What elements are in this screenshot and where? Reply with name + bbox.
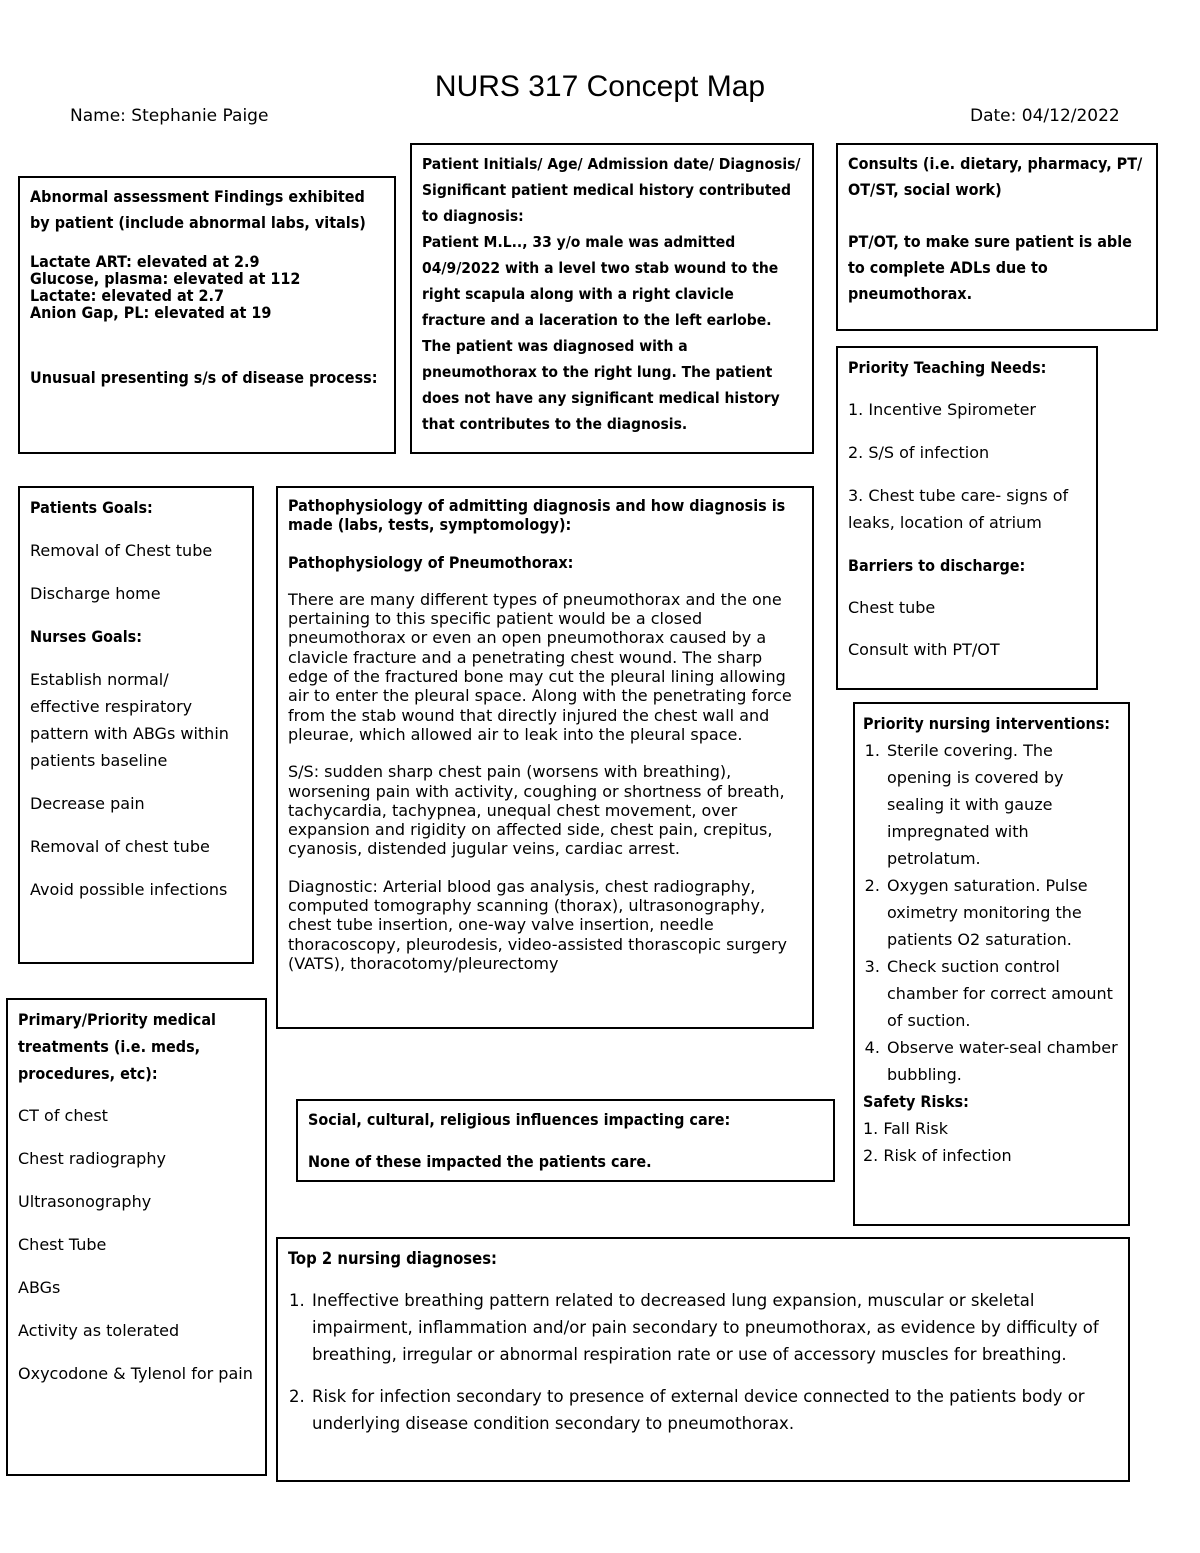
social-heading: Social, cultural, religious influences impacting care:: [308, 1110, 731, 1129]
patient-info-box: [410, 143, 814, 454]
treatment-item: CT of chest: [18, 1106, 108, 1125]
interventions-list: [863, 737, 1118, 1088]
treatment-item: Chest radiography: [18, 1149, 166, 1168]
diagnosis-item: 1. Ineffective breathing pattern related to decreased lung expansion, muscular or skeletal impairment, inflammation and/or pain secondary to pneumothorax, as evidence by difficulty of breathing, irregular or abnormal respiration rate or use of accessory muscles for breathing.: [310, 1287, 1118, 1368]
teaching-item: 2. S/S of infection: [848, 443, 990, 462]
treatments-list: [18, 1102, 255, 1387]
teaching-item: 3. Chest tube care- signs of leaks, location of atrium: [848, 486, 1069, 532]
lab-line: Glucose, plasma: elevated at 112: [30, 269, 301, 288]
lab-line: Lactate ART: elevated at 2.9: [30, 252, 260, 271]
patho-paragraph: There are many different types of pneumothorax and the one pertaining to this specific patient would be a closed pneumothorax or even an open pneumothorax caused by a clavicle fracture and a penetrating chest wound. The sharp edge of the fractured bone may cut the pleural lining allowing air to enter the pleural space. Along with the penetrating force from the stab wound that directly injured the chest wall and pleurae, which allowed air to leak into the pleural space.: [288, 589, 792, 744]
interventions-box: [853, 702, 1130, 1226]
patient-info-body: Patient M.L.., 33 y/o male was admitted 04/9/2022 with a level two stab wound to the right scapula along with a right clavicle fracture and a laceration to the left earlobe. The patient was diagnosed with a pneumothorax to the right lung. The patient does not have any significant medical history that contributes to the diagnosis.: [422, 233, 780, 433]
diagnosis-item: 2. Risk for infection secondary to presence of external device connected to the patients body or underlying disease condition secondary to pneumothorax.: [310, 1383, 1118, 1437]
patient-info-heading: Patient Initials/ Age/ Admission date/ Diagnosis/ Significant patient medical history contributed to diagnosis:: [422, 155, 801, 225]
nursing-diagnoses-box: [276, 1237, 1130, 1482]
safety-heading: Safety Risks:: [863, 1092, 969, 1111]
interventions-heading: Priority nursing interventions:: [863, 714, 1111, 733]
patient-goal: Discharge home: [30, 584, 161, 603]
consults-body: PT/OT, to make sure patient is able to complete ADLs due to pneumothorax.: [848, 232, 1132, 303]
patho-ss: S/S: sudden sharp chest pain (worsens with breathing), worsening pain with activity, coughing or shortness of breath, tachycardia, tachypnea, unequal chest movement, over expansion and rigidity on affected side, chest pain, crepitus, cyanosis, distended jugular veins, cardiac arrest.: [288, 762, 785, 859]
unusual-ss-heading: Unusual presenting s/s of disease process:: [30, 368, 378, 387]
intervention-item: 4. Observe water-seal chamber bubbling.: [885, 1034, 1118, 1088]
treatment-item: Oxycodone & Tylenol for pain: [18, 1364, 253, 1383]
diagnoses-heading: Top 2 nursing diagnoses:: [288, 1249, 497, 1268]
abnormal-findings-box: [18, 176, 396, 454]
intervention-item: 1. Sterile covering. The opening is covered by sealing it with gauze impregnated with petrolatum.: [885, 737, 1118, 872]
teaching-heading: Priority Teaching Needs:: [848, 358, 1047, 377]
abnormal-labs: [30, 253, 384, 321]
lab-line: Lactate: elevated at 2.7: [30, 286, 225, 305]
nurse-goal: Establish normal/ effective respiratory pattern with ABGs within patients baseline: [30, 670, 229, 770]
safety-item: 1. Fall Risk: [863, 1119, 949, 1138]
barrier-item: Chest tube: [848, 598, 936, 617]
barriers-heading: Barriers to discharge:: [848, 556, 1026, 575]
teaching-needs-box: [836, 346, 1098, 690]
patho-subheading: Pathophysiology of Pneumothorax:: [288, 552, 574, 572]
diagnoses-list: [288, 1287, 1118, 1437]
student-name: Name: Stephanie Paige: [70, 106, 269, 126]
patho-diagnostic: Diagnostic: Arterial blood gas analysis, chest radiography, computed tomography scanning (thorax), ultrasonography, chest tube insertion, one-way valve insertion, needle thoracoscopy, pleurodesis, video-assisted thorascopic surgery (VATS), thoracotomy/pleurectomy: [288, 876, 787, 973]
abnormal-findings-heading: Abnormal assessment Findings exhibited by patient (include abnormal labs, vitals): [30, 187, 366, 232]
intervention-item: 2. Oxygen saturation. Pulse oximetry monitoring the patients O2 saturation.: [885, 872, 1118, 953]
treatments-heading: Primary/Priority medical treatments (i.e. meds, procedures, etc):: [18, 1010, 216, 1083]
treatment-item: Ultrasonography: [18, 1192, 152, 1211]
patient-goals-heading: Patients Goals:: [30, 498, 153, 517]
consults-heading: Consults (i.e. dietary, pharmacy, PT/ OT/ST, social work): [848, 154, 1143, 199]
treatment-item: ABGs: [18, 1278, 61, 1297]
goals-box: [18, 486, 254, 964]
nurse-goal: Avoid possible infections: [30, 880, 228, 899]
teaching-item: 1. Incentive Spirometer: [848, 400, 1037, 419]
treatments-box: [6, 998, 267, 1476]
barrier-item: Consult with PT/OT: [848, 640, 1000, 659]
treatment-item: Activity as tolerated: [18, 1321, 180, 1340]
safety-item: 2. Risk of infection: [863, 1146, 1012, 1165]
lab-line: Anion Gap, PL: elevated at 19: [30, 303, 272, 322]
page-title: NURS 317 Concept Map: [434, 70, 766, 103]
nurse-goal: Decrease pain: [30, 794, 145, 813]
pathophysiology-box: [276, 486, 814, 1029]
intervention-item: 3. Check suction control chamber for correct amount of suction.: [885, 953, 1118, 1034]
social-influences-box: [296, 1099, 835, 1182]
nurse-goals-heading: Nurses Goals:: [30, 627, 142, 646]
consults-box: [836, 143, 1158, 331]
social-body: None of these impacted the patients care.: [308, 1152, 652, 1171]
patient-goal: Removal of Chest tube: [30, 541, 213, 560]
treatment-item: Chest Tube: [18, 1235, 107, 1254]
nurse-goal: Removal of chest tube: [30, 837, 210, 856]
map-date: Date: 04/12/2022: [970, 106, 1120, 126]
patho-heading: Pathophysiology of admitting diagnosis and how diagnosis is made (labs, tests, symptomology):: [288, 496, 786, 535]
